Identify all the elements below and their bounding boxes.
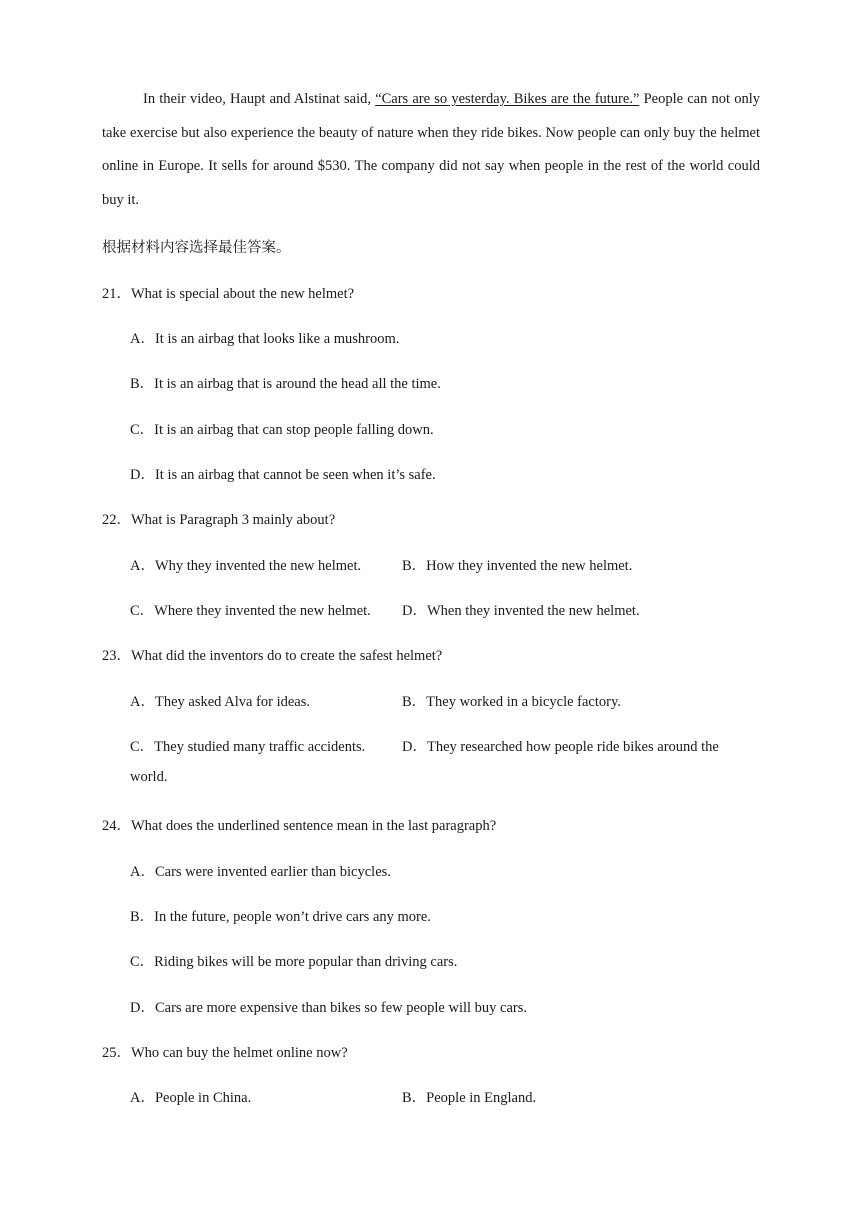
q25-option-a: A．People in China. — [130, 1090, 252, 1106]
q21-option-d: D．It is an airbag that cannot be seen when it’s safe. — [130, 467, 436, 483]
q22-option-d: D．When they invented the new helmet. — [402, 603, 640, 619]
q23-option-b: B．They worked in a bicycle factory. — [402, 694, 621, 710]
q25-option-b: B．People in England. — [402, 1090, 537, 1106]
q22-option-c: C．Where they invented the new helmet. — [130, 603, 371, 619]
question-25-stem: 25．Who can buy the helmet online now? — [102, 1045, 348, 1061]
passage-text-before-quote: In their video, Haupt and Alstinat said, — [143, 91, 376, 107]
q23-option-c: C．They studied many traffic accidents. — [130, 739, 366, 755]
passage-text-after-quote: People can not only take exercise but also experience the beauty of nature when they ride bikes. Now people can only buy the helmet online in Europe. It sells for around $530. The company did not say when people in the rest of the world could buy it. — [102, 91, 760, 209]
q24-option-b: B．In the future, people won’t drive cars any more. — [130, 909, 431, 925]
q23-option-a: A．They asked Alva for ideas. — [130, 694, 310, 710]
instruction-text: 根据材料内容选择最佳答案。 — [102, 240, 291, 256]
q22-option-b: B．How they invented the new helmet. — [402, 558, 633, 574]
question-22-stem: 22．What is Paragraph 3 mainly about? — [102, 512, 336, 528]
passage-paragraph — [102, 83, 760, 218]
q23-option-d: D．They researched how people ride bikes around the — [402, 739, 719, 755]
q22-option-a: A．Why they invented the new helmet. — [130, 558, 362, 574]
question-24-stem: 24．What does the underlined sentence mean in the last paragraph? — [102, 818, 497, 834]
q23-option-d-continuation: world. — [130, 769, 168, 785]
q21-option-b: B．It is an airbag that is around the head all the time. — [130, 376, 441, 392]
q21-option-a: A．It is an airbag that looks like a mushroom. — [130, 331, 400, 347]
q24-option-d: D．Cars are more expensive than bikes so few people will buy cars. — [130, 1000, 528, 1016]
underlined-sentence: “Cars are so yesterday. Bikes are the future.” — [375, 91, 640, 107]
q24-option-c: C．Riding bikes will be more popular than driving cars. — [130, 954, 458, 970]
question-23-stem: 23．What did the inventors do to create the safest helmet? — [102, 648, 443, 664]
question-21-stem: 21．What is special about the new helmet? — [102, 286, 355, 302]
q24-option-a: A．Cars were invented earlier than bicycles. — [130, 864, 391, 880]
q21-option-c: C．It is an airbag that can stop people falling down. — [130, 422, 434, 438]
